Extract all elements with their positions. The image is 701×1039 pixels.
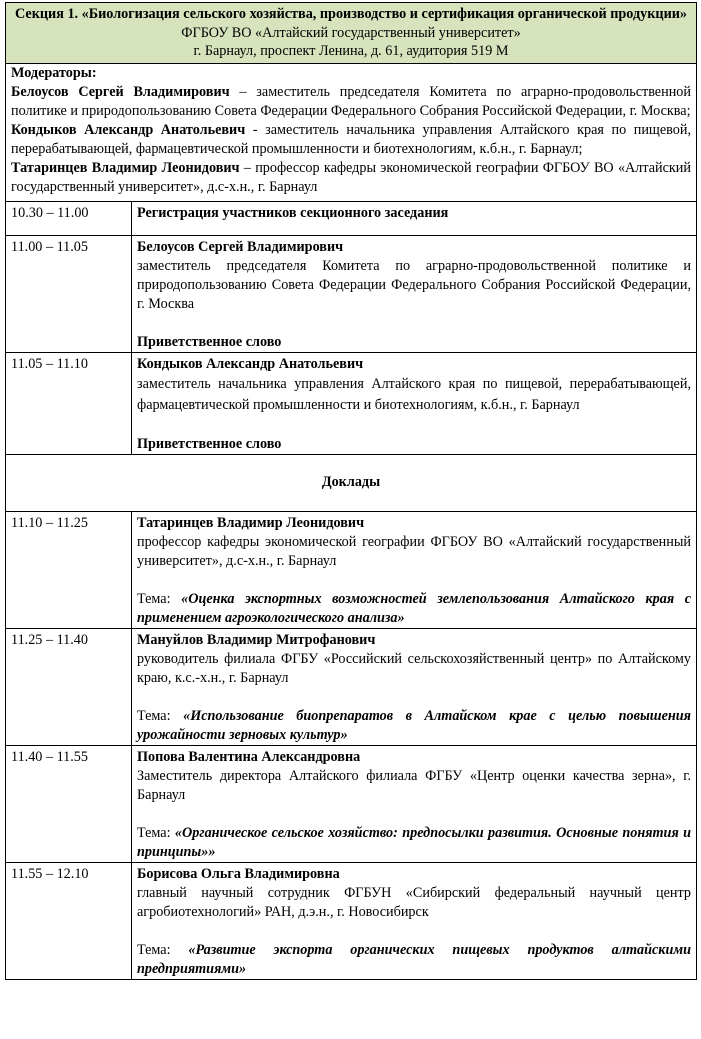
time-cell: 11.25 – 11.40 bbox=[6, 628, 132, 745]
report-cell bbox=[132, 628, 697, 745]
moderator-item bbox=[11, 83, 691, 121]
moderator-item bbox=[11, 121, 691, 159]
report-topic: «Оценка экспортных возможностей землепользования Алтайского края с применением агроэкологического анализа» bbox=[137, 590, 691, 626]
moderator-desc: – профессор кафедры экономической географии ФГБОУ ВО «Алтайский государственный университет», д.с-х.н., г. Барнаул bbox=[11, 159, 691, 195]
speaker-cell bbox=[132, 235, 697, 352]
moderators-label: Модераторы: bbox=[11, 64, 97, 81]
report-row bbox=[6, 511, 697, 628]
speaker-desc: руководитель филиала ФГБУ «Российский сельскохозяйственный центр» по Алтайскому краю, к.с.-х.н., г. Барнаул bbox=[137, 650, 691, 686]
speaker-name: Белоусов Сергей Владимирович bbox=[137, 238, 344, 255]
speaker-desc: Заместитель директора Алтайского филиала ФГБУ «Центр оценки качества зерна», г. Барнаул bbox=[137, 767, 691, 803]
moderator-item bbox=[11, 159, 691, 197]
section-header-row bbox=[6, 3, 697, 64]
reports-label: Доклады bbox=[6, 454, 697, 511]
speaker-name: Борисова Ольга Владимировна bbox=[137, 865, 340, 882]
moderator-name: Белоусов Сергей Владимирович bbox=[11, 83, 230, 100]
moderators-block bbox=[6, 63, 697, 201]
registration-title: Регистрация участников секционного заседания bbox=[132, 201, 697, 235]
speaker-desc: заместитель начальника управления Алтайского края по пищевой, перерабатывающей, фармацевтической промышленности и биотехнологиям, к.б.н., г. Барнаул bbox=[137, 375, 691, 413]
topic-label: Тема: bbox=[137, 824, 175, 841]
section-header bbox=[6, 3, 697, 64]
speaker-desc: заместитель председателя Комитета по аграрно-продовольственной политике и природопользованию Совета Федерации Федерального Собрания Российской Федерации, г. Москва bbox=[137, 257, 691, 312]
speaker-name: Кондыков Александр Анатольевич bbox=[137, 355, 364, 372]
program-table bbox=[5, 2, 697, 980]
report-row bbox=[6, 628, 697, 745]
section-org: ФГБОУ ВО «Алтайский государственный университет» bbox=[181, 24, 521, 41]
section-address: г. Барнаул, проспект Ленина, д. 61, аудитория 519 М bbox=[193, 43, 509, 59]
topic-label: Тема: bbox=[137, 590, 182, 607]
report-cell bbox=[132, 745, 697, 862]
topic-label: Тема: bbox=[137, 941, 189, 958]
report-cell bbox=[132, 511, 697, 628]
moderator-name: Татаринцев Владимир Леонидович bbox=[11, 159, 240, 176]
time-cell: 10.30 – 11.00 bbox=[6, 201, 132, 235]
time-cell: 11.10 – 11.25 bbox=[6, 511, 132, 628]
report-row bbox=[6, 862, 697, 979]
report-topic: «Развитие экспорта органических пищевых продуктов алтайскими предприятиями» bbox=[137, 941, 691, 977]
speaker-desc: главный научный сотрудник ФГБУН «Сибирский федеральный научный центр агробиотехнологий» РАН, д.э.н., г. Новосибирск bbox=[137, 884, 691, 920]
speaker-name: Татаринцев Владимир Леонидович bbox=[137, 514, 365, 531]
moderators-row bbox=[6, 63, 697, 201]
report-row bbox=[6, 745, 697, 862]
moderator-name: Кондыков Александр Анатольевич bbox=[11, 121, 246, 138]
time-cell: 11.05 – 11.10 bbox=[6, 352, 132, 454]
time-cell: 11.40 – 11.55 bbox=[6, 745, 132, 862]
section-title: Секция 1. «Биологизация сельского хозяйства, производство и сертификация органической продукции» bbox=[14, 6, 688, 22]
report-topic: «Органическое сельское хозяйство: предпосылки развития. Основные понятия и принципы»» bbox=[137, 824, 691, 860]
speaker-cell bbox=[132, 352, 697, 454]
schedule-row bbox=[6, 235, 697, 352]
program-document bbox=[5, 2, 697, 980]
topic-label: Тема: bbox=[137, 707, 184, 724]
speaker-desc: профессор кафедры экономической географии ФГБОУ ВО «Алтайский государственный университет», д.с-х.н., г. Барнаул bbox=[137, 533, 691, 569]
speaker-note: Приветственное слово bbox=[137, 333, 282, 350]
speaker-name: Попова Валентина Александровна bbox=[137, 748, 361, 765]
moderator-desc: - заместитель начальника управления Алтайского края по пищевой, перерабатывающей, фармацевтической промышленности и биотехнологиям, к.б.н., г. Барнаул; bbox=[11, 121, 691, 157]
reports-header-row bbox=[6, 454, 697, 511]
time-cell: 11.55 – 12.10 bbox=[6, 862, 132, 979]
moderator-desc: – заместитель председателя Комитета по аграрно-продовольственной политике и природопользованию Совета Федерации Федерального Собрания Российской Федерации, г. Москва; bbox=[11, 83, 691, 119]
speaker-note: Приветственное слово bbox=[137, 435, 282, 452]
report-cell bbox=[132, 862, 697, 979]
schedule-row bbox=[6, 352, 697, 454]
report-topic: «Использование биопрепаратов в Алтайском крае с целью повышения урожайности зерновых культур» bbox=[137, 707, 691, 743]
time-cell: 11.00 – 11.05 bbox=[6, 235, 132, 352]
speaker-name: Мануйлов Владимир Митрофанович bbox=[137, 631, 376, 648]
schedule-row-registration bbox=[6, 201, 697, 235]
